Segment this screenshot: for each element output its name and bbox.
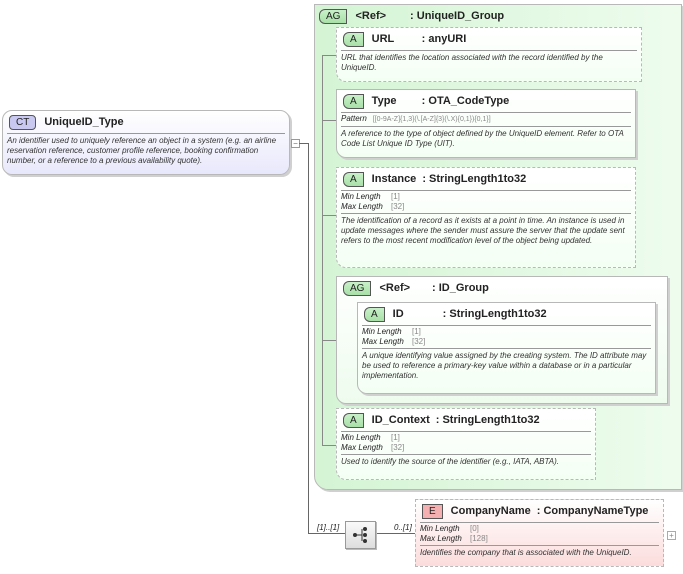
max-length-label: Max Length bbox=[341, 202, 383, 211]
attribute-instance[interactable] bbox=[336, 167, 636, 268]
min-length-value: [1] bbox=[391, 433, 400, 442]
element-cardinality: 0..[1] bbox=[394, 523, 412, 532]
attribute-badge: A bbox=[364, 307, 385, 322]
connector bbox=[308, 143, 309, 533]
attribute-name: Type bbox=[371, 95, 397, 107]
min-length-label: Min Length bbox=[420, 524, 460, 533]
expand-icon[interactable]: + bbox=[667, 531, 676, 540]
max-length-value: [128] bbox=[470, 534, 488, 543]
sequence-cardinality: [1]..[1] bbox=[317, 523, 340, 532]
connector bbox=[322, 340, 336, 341]
attribute-id[interactable] bbox=[357, 302, 656, 394]
max-length-value: [32] bbox=[412, 337, 426, 346]
attribute-type-name: : StringLength1to32 bbox=[435, 414, 540, 426]
min-length-value: [1] bbox=[391, 192, 400, 201]
attribute-badge: A bbox=[343, 413, 364, 428]
pattern-label: Pattern bbox=[341, 114, 367, 123]
attribute-name: URL bbox=[371, 33, 395, 45]
attribute-id-context[interactable] bbox=[336, 408, 596, 480]
attribute-doc: Used to identify the source of the identifier (e.g., IATA, ABTA). bbox=[341, 457, 560, 466]
ag-badge: AG bbox=[343, 281, 371, 296]
attribute-name: ID bbox=[392, 308, 404, 320]
max-length-label: Max Length bbox=[341, 443, 383, 452]
min-length-value: [0] bbox=[470, 524, 479, 533]
pattern-value: [[0-9A-Z]{1,3}(\.[A-Z]{3}(\.X){0,1}){0,1}] bbox=[372, 116, 491, 123]
attribute-type-name: : StringLength1to32 bbox=[422, 173, 527, 185]
attribute-type: : anyURI bbox=[421, 33, 467, 45]
element-type: : CompanyNameType bbox=[536, 505, 649, 517]
connector bbox=[322, 55, 336, 56]
type-name: UniqueID_Type bbox=[44, 116, 124, 128]
max-length-label: Max Length bbox=[420, 534, 462, 543]
element-company-name[interactable] bbox=[415, 499, 664, 567]
connector bbox=[322, 120, 336, 121]
attribute-doc: The identification of a record as it exists at a point in time. An instance is used in update messages where the sender must assure the server that the update sent refers to the most recent modification level of the object being updated. bbox=[341, 216, 625, 245]
max-length-value: [32] bbox=[391, 202, 405, 211]
attribute-type-name: : OTA_CodeType bbox=[421, 95, 510, 107]
group-type: : ID_Group bbox=[432, 282, 489, 294]
attribute-doc: URL that identifies the location associated with the record identified by the UniqueID. bbox=[341, 53, 603, 72]
attribute-name: Instance bbox=[371, 173, 417, 185]
max-length-label: Max Length bbox=[362, 337, 404, 346]
connector bbox=[322, 215, 336, 216]
connector bbox=[322, 55, 323, 445]
complex-type-box[interactable] bbox=[2, 110, 290, 175]
attribute-url[interactable] bbox=[336, 27, 642, 82]
attribute-doc: A reference to the type of object defined by the UniqueID element. Refer to OTA Code List Unique ID Type (UIT). bbox=[341, 129, 624, 148]
attribute-name: ID_Context bbox=[371, 414, 430, 426]
attribute-type[interactable] bbox=[336, 89, 636, 158]
ag-badge: AG bbox=[319, 9, 347, 24]
sequence-compositor[interactable] bbox=[345, 521, 376, 549]
element-badge: E bbox=[422, 504, 443, 519]
min-length-label: Min Length bbox=[362, 327, 402, 336]
ref-label: <Ref> bbox=[379, 282, 411, 294]
attribute-badge: A bbox=[343, 94, 364, 109]
max-length-value: [32] bbox=[391, 443, 405, 452]
element-name: CompanyName bbox=[450, 505, 531, 517]
group-type: : UniqueID_Group bbox=[410, 10, 505, 22]
ct-badge: CT bbox=[9, 115, 36, 130]
attribute-doc: A unique identifying value assigned by the creating system. The ID attribute may be used to reference a primary-key value within a database or in a particular implementation. bbox=[362, 351, 647, 380]
min-length-value: [1] bbox=[412, 327, 421, 336]
min-length-label: Min Length bbox=[341, 192, 381, 201]
collapse-icon[interactable]: − bbox=[291, 139, 300, 148]
sequence-icon bbox=[346, 522, 375, 548]
attribute-type-name: : StringLength1to32 bbox=[442, 308, 547, 320]
min-length-label: Min Length bbox=[341, 433, 381, 442]
attribute-badge: A bbox=[343, 172, 364, 187]
attribute-badge: A bbox=[343, 32, 364, 47]
ref-label: <Ref> bbox=[355, 10, 387, 22]
type-doc: An identifier used to uniquely reference an object in a system (e.g. an airline reservation reference, customer profile reference, booking confirmation number, or a reference to a previous availability quote). bbox=[7, 136, 277, 165]
element-doc: Identifies the company that is associated with the UniqueID. bbox=[420, 548, 632, 557]
connector bbox=[322, 445, 336, 446]
